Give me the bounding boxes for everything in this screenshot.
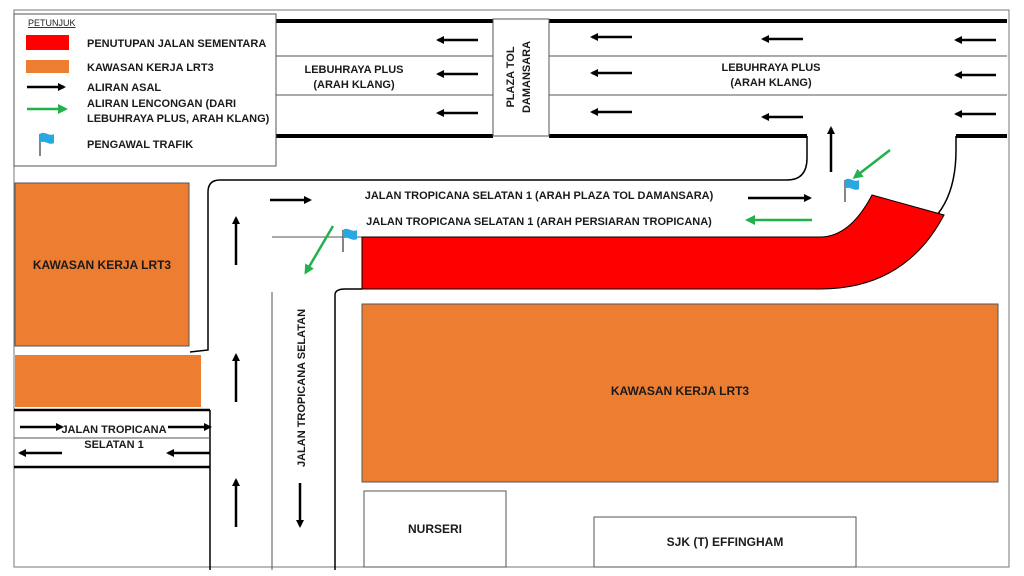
legend-title: PETUNJUK	[28, 18, 76, 28]
traffic-marshal-flag-icon	[845, 179, 859, 202]
road-closure-area	[362, 195, 944, 289]
legend-swatch-closure	[26, 35, 69, 50]
legend-swatch-work-zone	[26, 60, 69, 73]
legend-label-closure: PENUTUPAN JALAN SEMENTARA	[87, 38, 267, 50]
highway-left-label-1: LEBUHRAYA PLUS	[304, 64, 404, 76]
legend-label-original-flow: ALIRAN ASAL	[87, 82, 162, 94]
traffic-marshal-flag-icon	[343, 229, 357, 252]
tropicana-east-label: JALAN TROPICANA SELATAN 1 (ARAH PLAZA TOL DAMANSARA)	[364, 190, 714, 202]
tropicana-left-label-1: JALAN TROPICANA	[61, 424, 167, 436]
legend-label-detour-1: ALIRAN LENCONGAN (DARI	[87, 98, 237, 110]
legend	[14, 14, 276, 166]
road-edge-lower	[335, 289, 362, 570]
highway-right-label-1: LEBUHRAYA PLUS	[721, 62, 821, 74]
legend-label-marshal: PENGAWAL TRAFIK	[87, 139, 194, 151]
legend-label-work-zone: KAWASAN KERJA LRT3	[87, 62, 214, 74]
tropicana-left-label-2: SELATAN 1	[84, 439, 144, 451]
work-zone-left-strip	[15, 355, 201, 407]
toll-plaza-label-1: PLAZA TOL	[505, 46, 517, 108]
work-zone-left-label: KAWASAN KERJA LRT3	[32, 258, 172, 272]
work-zone-main-label: KAWASAN KERJA LRT3	[610, 384, 750, 398]
legend-label-detour-2: LEBUHRAYA PLUS, ARAH KLANG)	[87, 113, 270, 125]
nurseri-label: NURSERI	[407, 522, 463, 536]
selatan-vertical-label: JALAN TROPICANA SELATAN	[296, 308, 308, 468]
tropicana-west-label: JALAN TROPICANA SELATAN 1 (ARAH PERSIARAN TROPICANA)	[366, 216, 712, 228]
school-label: SJK (T) EFFINGHAM	[666, 535, 784, 549]
highway-left-label-2: (ARAH KLANG)	[313, 79, 395, 91]
highway-right-label-2: (ARAH KLANG)	[730, 77, 812, 89]
toll-plaza-label-2: DAMANSARA	[521, 40, 533, 114]
